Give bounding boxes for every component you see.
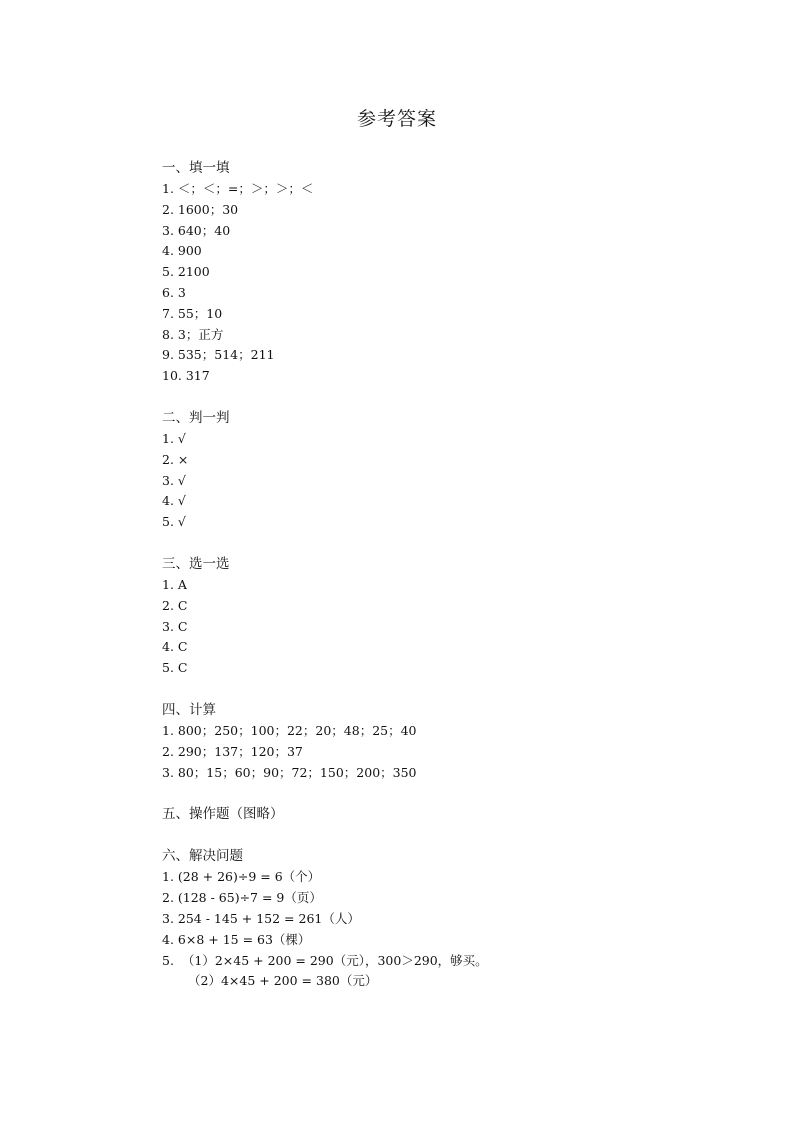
answer-line: 5. 2100 xyxy=(162,264,210,280)
section-true-false xyxy=(162,408,722,533)
answer-line: 4. 900 xyxy=(162,243,202,259)
answer-line: 8. 3；正方 xyxy=(162,326,224,342)
answer-line: 1. (28 + 26)÷9 = 6（个） xyxy=(162,869,321,885)
section-heading: 二、判一判 xyxy=(162,409,230,426)
answer-line: 2. 290；137；120；37 xyxy=(162,743,303,759)
answer-line: 1. 800；250；100；22；20；48；25；40 xyxy=(162,722,417,738)
answer-line: 5. C xyxy=(162,660,188,676)
answer-line: 3. 640；40 xyxy=(162,222,231,238)
section-operation xyxy=(162,804,722,825)
section-heading: 四、计算 xyxy=(162,701,216,718)
answer-line: 2. 1600；30 xyxy=(162,201,239,217)
section-problem-solving xyxy=(162,846,722,992)
answer-line: 9. 535；514；211 xyxy=(162,347,275,363)
section-heading: 五、操作题（图略） xyxy=(162,806,284,823)
section-heading: 三、选一选 xyxy=(162,555,230,572)
answer-line: 5. （1）2×45 + 200 = 290（元），300＞290，够买。 xyxy=(162,952,488,968)
answer-line: 4. C xyxy=(162,639,188,655)
answer-line: 3. C xyxy=(162,618,188,634)
answer-line: 1. √ xyxy=(162,430,186,446)
answer-line: 2. × xyxy=(162,451,189,467)
page-title: 参考答案 xyxy=(356,108,437,130)
answer-line: 4. 6×8 + 15 = 63（棵） xyxy=(162,931,311,947)
answer-line: （2）4×45 + 200 = 380（元） xyxy=(188,973,378,989)
answer-line: 3. 80；15；60；90；72；150；200；350 xyxy=(162,764,417,780)
section-calculation xyxy=(162,700,722,783)
section-multiple-choice xyxy=(162,554,722,679)
answer-line: 1. A xyxy=(162,576,187,592)
section-heading: 一、填一填 xyxy=(162,160,230,176)
answer-line: 10. 317 xyxy=(162,368,210,384)
section-fill-in xyxy=(162,158,722,387)
answer-line: 6. 3 xyxy=(162,284,186,300)
answer-line: 5. √ xyxy=(162,514,186,530)
answer-line: 2. C xyxy=(162,597,188,613)
answer-line: 3. √ xyxy=(162,472,186,488)
answer-line: 1. ＜；＜；=；＞；＞；＜ xyxy=(162,181,314,196)
answer-line: 2. (128 - 65)÷7 = 9（页） xyxy=(162,890,322,906)
answer-line: 3. 254 - 145 + 152 = 261（人） xyxy=(162,910,360,926)
section-heading: 六、解决问题 xyxy=(162,848,243,865)
answer-line: 4. √ xyxy=(162,493,186,509)
answer-content xyxy=(162,158,722,1013)
answer-line: 7. 55；10 xyxy=(162,305,223,321)
